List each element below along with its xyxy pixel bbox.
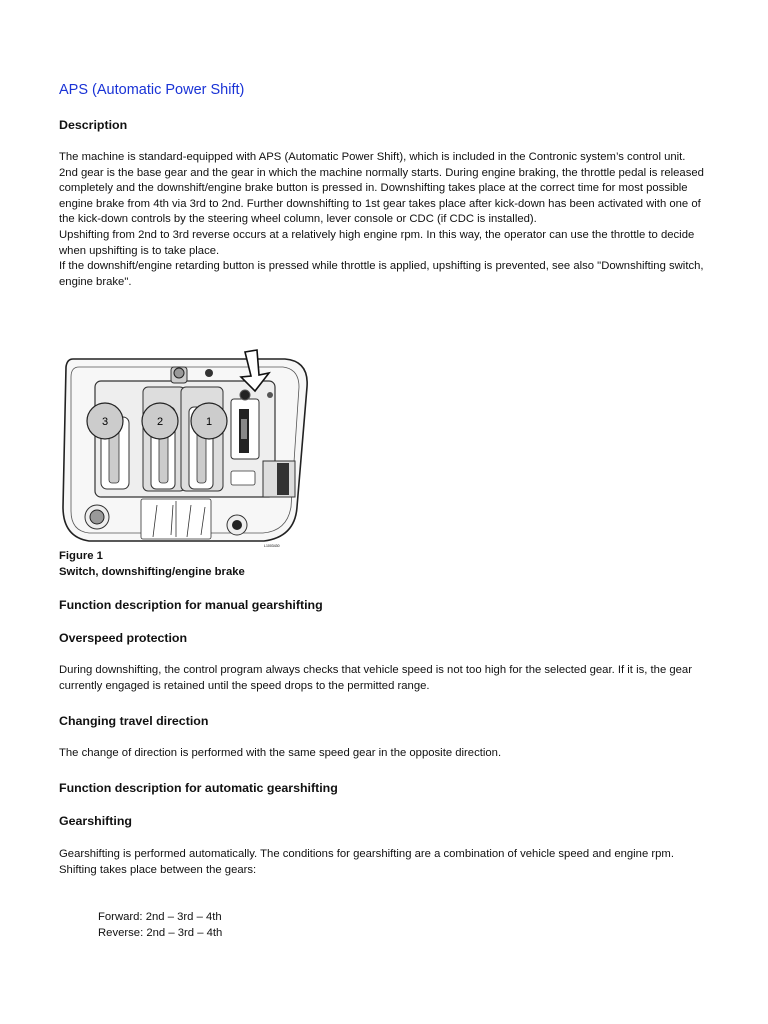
description-paragraph: Upshifting from 2nd to 3rd reverse occurs at a relatively high engine rpm. In this way, the operator can use the throttle to decide when upshifting is to take place. [59, 228, 695, 257]
overspeed-heading: Overspeed protection [59, 631, 188, 645]
figure-title: Switch, downshifting/engine brake [59, 566, 245, 578]
knob-label: 1 [205, 416, 213, 428]
figure-switch-illustration [59, 347, 319, 549]
gear-list [98, 910, 222, 941]
description-paragraph: The machine is standard-equipped with APS (Automatic Power Shift), which is included in the Contronic system’s control unit. [59, 151, 686, 163]
gearshifting-text [59, 847, 719, 878]
description-paragraph: If the downshift/engine retarding button is pressed while throttle is applied, upshifting is prevented, see also "Downshifting switch, engine brake". [59, 260, 704, 288]
description-paragraph: 2nd gear is the base gear and the gear in which the machine normally starts. During engine braking, the throttle pedal is released completely and the downshift/engine brake button is pressed in. Downshifting takes place at the correct time for most possible engine brake from 4th via 3rd to 2nd. Further downshifting to 1st gear takes place after kick-down has been activated with one of the kick-down controls by the steering wheel column, lever console or CDC (if CDC is installed). [59, 166, 704, 226]
overspeed-text: During downshifting, the control program always checks that vehicle speed is not too high for the selected gear. If it is, the gear currently engaged is retained until the speed drops to the permitted range. [59, 664, 692, 692]
manual-gearshifting-heading: Function description for manual gearshifting [59, 598, 323, 612]
figure-caption [59, 548, 245, 580]
automatic-gearshifting-heading: Function description for automatic gearshifting [59, 781, 338, 795]
figure-number: Figure 1 [59, 550, 103, 562]
gearshifting-paragraph: Gearshifting is performed automatically. The conditions for gearshifting are a combination of vehicle speed and engine rpm. [59, 848, 674, 860]
travel-direction-heading: Changing travel direction [59, 714, 209, 728]
gear-list-item: Reverse: 2nd – 3rd – 4th [98, 926, 223, 939]
knob-label: 2 [156, 416, 164, 428]
gearshifting-paragraph: Shifting takes place between the gears: [59, 863, 257, 876]
figure-ref-code: L1003430 [264, 544, 280, 548]
gear-list-item: Forward: 2nd – 3rd – 4th [98, 911, 222, 923]
knob-label: 3 [101, 416, 109, 428]
gearshifting-heading: Gearshifting [59, 814, 132, 828]
page-title: APS (Automatic Power Shift) [59, 82, 245, 98]
description-body [59, 150, 719, 290]
travel-direction-text: The change of direction is performed with the same speed gear in the opposite direction. [59, 747, 502, 759]
description-heading: Description [59, 118, 128, 132]
